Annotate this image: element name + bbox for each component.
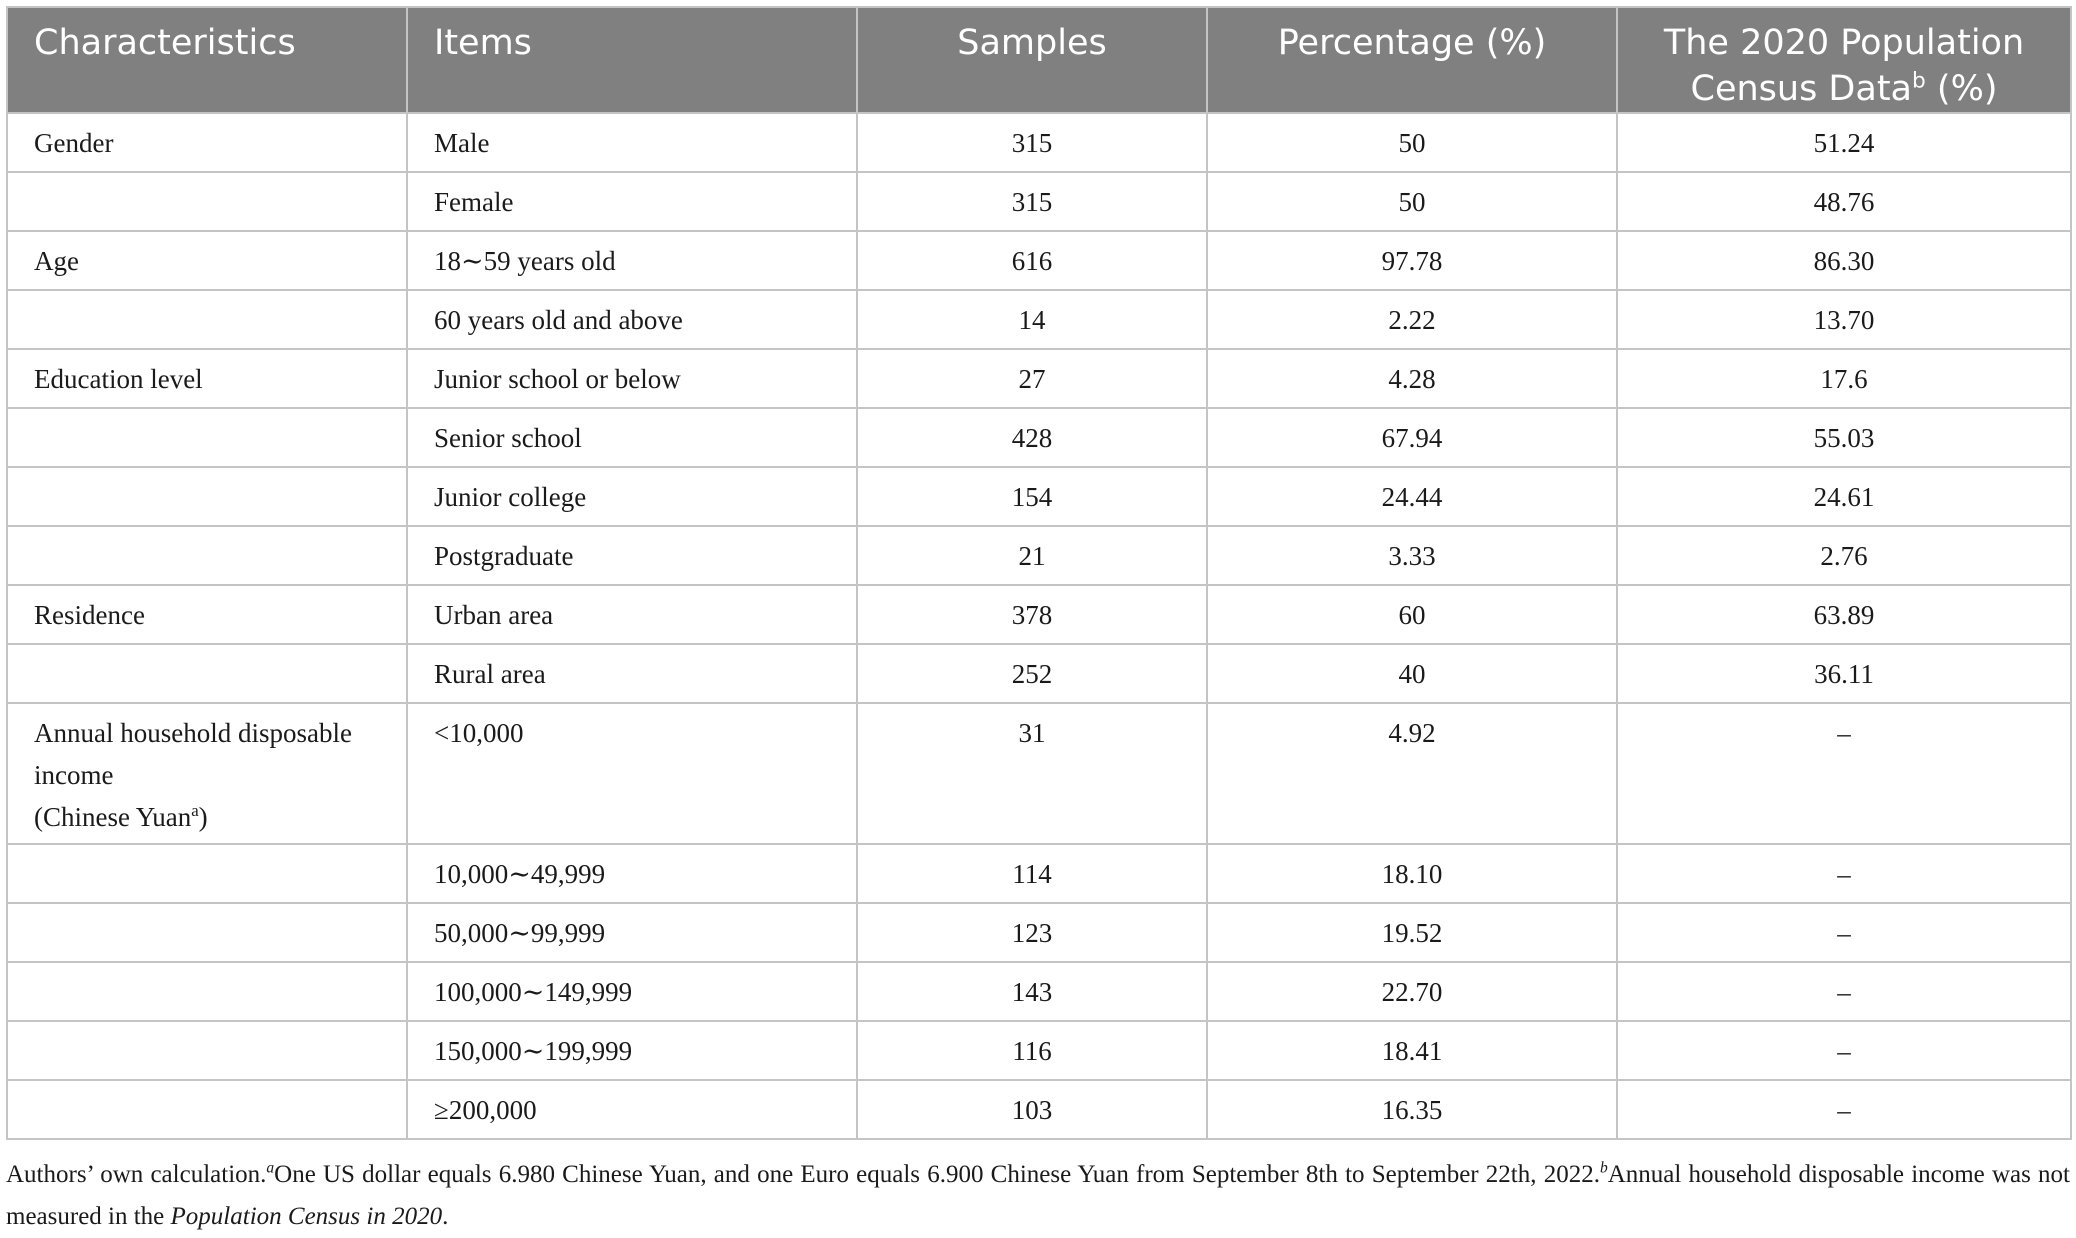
cell-samples: 114: [857, 844, 1207, 903]
cell-percentage: 50: [1207, 113, 1617, 172]
cell-characteristic: [7, 290, 407, 349]
cell-percentage: 18.41: [1207, 1021, 1617, 1080]
cell-samples: 315: [857, 113, 1207, 172]
cell-samples: 31: [857, 703, 1207, 844]
cell-samples: 252: [857, 644, 1207, 703]
footnote-sup-b: b: [1599, 1159, 1608, 1177]
income-label-line1: Annual household disposable: [34, 718, 352, 748]
cell-item: 100,000∼149,999: [407, 962, 857, 1021]
cell-percentage: 4.28: [1207, 349, 1617, 408]
table-row: [7, 113, 2071, 172]
footnote-sup-a: a: [266, 1159, 275, 1177]
cell-item: Junior school or below: [407, 349, 857, 408]
cell-characteristic: [7, 1021, 407, 1080]
footnote-lead: Authors’ own calculation.: [6, 1161, 267, 1188]
cell-characteristic: [7, 844, 407, 903]
footnote-text-a: One US dollar equals 6.980 Chinese Yuan, and one Euro equals 6.900 Chinese Yuan from September 8th to September 22th, 2022.: [274, 1161, 1600, 1188]
cell-census: 24.61: [1617, 467, 2071, 526]
cell-census: 51.24: [1617, 113, 2071, 172]
cell-characteristic: [7, 408, 407, 467]
cell-percentage: 50: [1207, 172, 1617, 231]
table-row: [7, 172, 2071, 231]
cell-percentage: 67.94: [1207, 408, 1617, 467]
table-row: [7, 231, 2071, 290]
table-row: [7, 903, 2071, 962]
table-row: [7, 644, 2071, 703]
cell-census: –: [1617, 1080, 2071, 1139]
cell-item: 10,000∼49,999: [407, 844, 857, 903]
cell-census: 17.6: [1617, 349, 2071, 408]
cell-census: 13.70: [1617, 290, 2071, 349]
cell-item: Senior school: [407, 408, 857, 467]
footnote-text-b: Annual household disposable income was not measured in the: [6, 1161, 2070, 1230]
cell-census: 55.03: [1617, 408, 2071, 467]
cell-samples: 14: [857, 290, 1207, 349]
cell-item: 60 years old and above: [407, 290, 857, 349]
cell-samples: 27: [857, 349, 1207, 408]
cell-characteristic: [7, 644, 407, 703]
cell-percentage: 3.33: [1207, 526, 1617, 585]
header-census: [1617, 7, 2071, 113]
table-row: [7, 467, 2071, 526]
demographics-table: [6, 6, 2072, 1140]
cell-samples: 123: [857, 903, 1207, 962]
cell-census: –: [1617, 703, 2071, 844]
cell-census: –: [1617, 1021, 2071, 1080]
cell-percentage: 19.52: [1207, 903, 1617, 962]
cell-census: –: [1617, 962, 2071, 1021]
income-label-line3: (Chinese Yuan: [34, 802, 192, 832]
cell-census: –: [1617, 903, 2071, 962]
cell-characteristic-income: [7, 703, 407, 844]
cell-census: 48.76: [1617, 172, 2071, 231]
cell-characteristic: Education level: [7, 349, 407, 408]
income-label-sup: a: [191, 801, 199, 820]
cell-characteristic: [7, 1080, 407, 1139]
income-label-close: ): [198, 802, 208, 832]
table-row: [7, 585, 2071, 644]
cell-characteristic: [7, 962, 407, 1021]
table-row: [7, 1080, 2071, 1139]
table-row: [7, 526, 2071, 585]
cell-item: Female: [407, 172, 857, 231]
header-characteristics: Characteristics: [7, 7, 407, 113]
cell-samples: 103: [857, 1080, 1207, 1139]
cell-characteristic: Gender: [7, 113, 407, 172]
cell-samples: 428: [857, 408, 1207, 467]
header-row: [7, 7, 2071, 113]
cell-samples: 116: [857, 1021, 1207, 1080]
cell-percentage: 4.92: [1207, 703, 1617, 844]
income-label-line2: income: [34, 760, 114, 790]
cell-item: Postgraduate: [407, 526, 857, 585]
cell-percentage: 24.44: [1207, 467, 1617, 526]
header-census-line1: The 2020 Population: [1663, 23, 2025, 63]
table-row: [7, 962, 2071, 1021]
header-percentage: Percentage (%): [1207, 7, 1617, 113]
header-samples: Samples: [857, 7, 1207, 113]
cell-item: Junior college: [407, 467, 857, 526]
cell-samples: 378: [857, 585, 1207, 644]
cell-item: Rural area: [407, 644, 857, 703]
table-container: [6, 6, 2070, 1238]
cell-samples: 616: [857, 231, 1207, 290]
cell-characteristic: [7, 467, 407, 526]
cell-census: 2.76: [1617, 526, 2071, 585]
cell-census: –: [1617, 844, 2071, 903]
cell-characteristic: [7, 172, 407, 231]
header-census-line2: Census Data: [1690, 69, 1913, 109]
cell-samples: 143: [857, 962, 1207, 1021]
header-items: Items: [407, 7, 857, 113]
table-row: [7, 1021, 2071, 1080]
footnote-end: .: [442, 1203, 449, 1230]
table-row-income: [7, 703, 2071, 844]
cell-percentage: 16.35: [1207, 1080, 1617, 1139]
cell-samples: 154: [857, 467, 1207, 526]
cell-census: 36.11: [1617, 644, 2071, 703]
cell-percentage: 18.10: [1207, 844, 1617, 903]
cell-characteristic: Residence: [7, 585, 407, 644]
cell-item: Urban area: [407, 585, 857, 644]
cell-samples: 315: [857, 172, 1207, 231]
table-row: [7, 290, 2071, 349]
cell-percentage: 97.78: [1207, 231, 1617, 290]
cell-item: 50,000∼99,999: [407, 903, 857, 962]
cell-item: Male: [407, 113, 857, 172]
footnote-italic: Population Census in 2020: [170, 1203, 443, 1230]
header-census-sup: b: [1912, 68, 1926, 94]
table-footnote: [6, 1154, 2070, 1238]
cell-percentage: 22.70: [1207, 962, 1617, 1021]
cell-percentage: 40: [1207, 644, 1617, 703]
cell-census: 63.89: [1617, 585, 2071, 644]
header-census-unit: (%): [1925, 69, 1998, 109]
cell-percentage: 60: [1207, 585, 1617, 644]
cell-item: 150,000∼199,999: [407, 1021, 857, 1080]
cell-characteristic: [7, 903, 407, 962]
cell-samples: 21: [857, 526, 1207, 585]
table-row: [7, 844, 2071, 903]
table-row: [7, 408, 2071, 467]
cell-item: ≥200,000: [407, 1080, 857, 1139]
cell-item: <10,000: [407, 703, 857, 844]
cell-census: 86.30: [1617, 231, 2071, 290]
cell-characteristic: Age: [7, 231, 407, 290]
cell-item: 18∼59 years old: [407, 231, 857, 290]
cell-percentage: 2.22: [1207, 290, 1617, 349]
cell-characteristic: [7, 526, 407, 585]
table-row: [7, 349, 2071, 408]
